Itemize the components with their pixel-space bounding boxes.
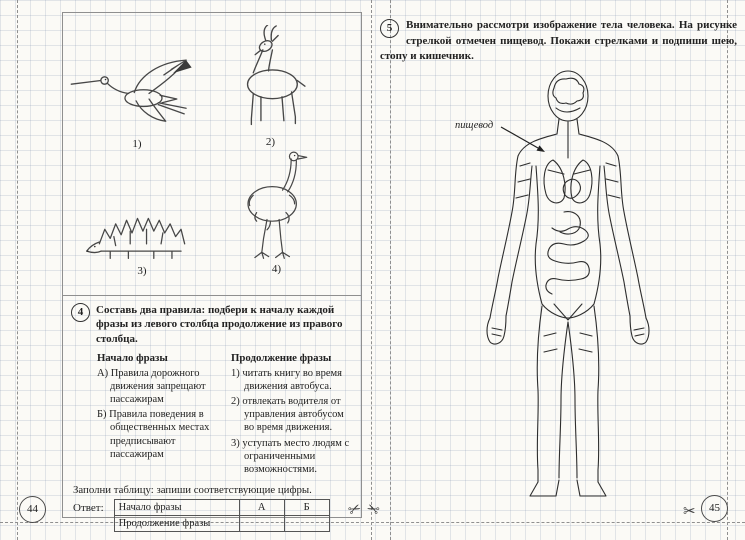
answer-table	[114, 499, 330, 532]
page-number-right: 45	[701, 495, 728, 522]
section-divider	[63, 295, 361, 296]
gazelle-image	[213, 25, 328, 135]
task-number-badge: 4	[71, 303, 90, 322]
page-number-left: 44	[19, 496, 46, 523]
answer-label: Ответ:	[73, 501, 104, 514]
cut-line-vertical-right	[727, 0, 728, 540]
task-number-badge: 5	[380, 19, 399, 38]
cut-line-vertical-center-left	[371, 0, 372, 540]
column-phrase-start	[97, 352, 223, 478]
task-4-instruction: Составь два правила: подбери к началу каждой фразы из левого столбца продолжение из правого столбца.	[96, 304, 343, 345]
animal-number-label: 3)	[137, 265, 147, 277]
esophagus-arrow	[499, 124, 551, 158]
stork-image	[67, 49, 207, 137]
column-header: Продолжение фразы	[231, 351, 332, 364]
answer-table-row2-label: Продолжение фразы	[114, 515, 239, 531]
matching-columns	[97, 352, 353, 478]
answer-input-cell[interactable]	[284, 515, 329, 531]
animal-number-label: 4)	[271, 263, 282, 275]
animal-option-3	[83, 191, 201, 277]
animal-option-2	[213, 25, 328, 148]
animal-number-label: 2)	[265, 136, 276, 148]
phrase-continuation-item: 2) отвлекать водителя от управления автобусом во время движения.	[231, 396, 344, 434]
task-5-instruction: Внимательно рассмотри изображение тела человека. На рисунке стрелкой отмечен пищевод. Покажи стрелками и подпиши шею, стопу и кишечник.	[380, 19, 737, 63]
answer-table-cell-a[interactable]: А	[239, 499, 284, 515]
table-row	[114, 499, 329, 515]
answer-table-cell-b[interactable]: Б	[284, 499, 329, 515]
phrase-start-item: Б) Правила поведения в общественных местах предписывают пассажирам	[97, 409, 210, 460]
phrase-continuation-item: 3) уступать место людям с ограниченными возможностями.	[231, 437, 350, 475]
human-body-image	[458, 66, 678, 506]
cut-line-vertical-center-right	[390, 0, 391, 540]
phrase-continuation-item: 1) читать книгу во время движения автобуса.	[231, 367, 343, 393]
task-4	[71, 303, 353, 532]
human-body-figure	[452, 66, 684, 522]
answer-table-row1-label: Начало фразы	[114, 499, 239, 515]
fill-table-instruction: Заполни таблицу: запиши соответствующие цифры.	[73, 483, 312, 496]
table-row	[114, 515, 329, 531]
animal-option-4	[229, 145, 324, 275]
scissors-icon: ✂	[345, 500, 365, 520]
animal-number-label: 1)	[132, 138, 142, 150]
phrase-start-item: А) Правила дорожного движения запрещают пассажирам	[97, 367, 206, 406]
esophagus-label: пищевод	[455, 120, 494, 131]
scissors-icon: ✂	[683, 504, 696, 520]
animal-option-1	[67, 49, 207, 150]
scissors-icon: ✂	[363, 500, 382, 520]
answer-input-cell[interactable]	[239, 515, 284, 531]
task-5	[380, 18, 737, 65]
column-header: Начало фразы	[97, 351, 168, 364]
cut-line-vertical-left	[17, 0, 18, 540]
column-phrase-continuation	[231, 352, 353, 478]
hedgehog-image	[83, 191, 201, 264]
left-page-frame	[62, 12, 365, 529]
emu-image	[229, 145, 324, 262]
